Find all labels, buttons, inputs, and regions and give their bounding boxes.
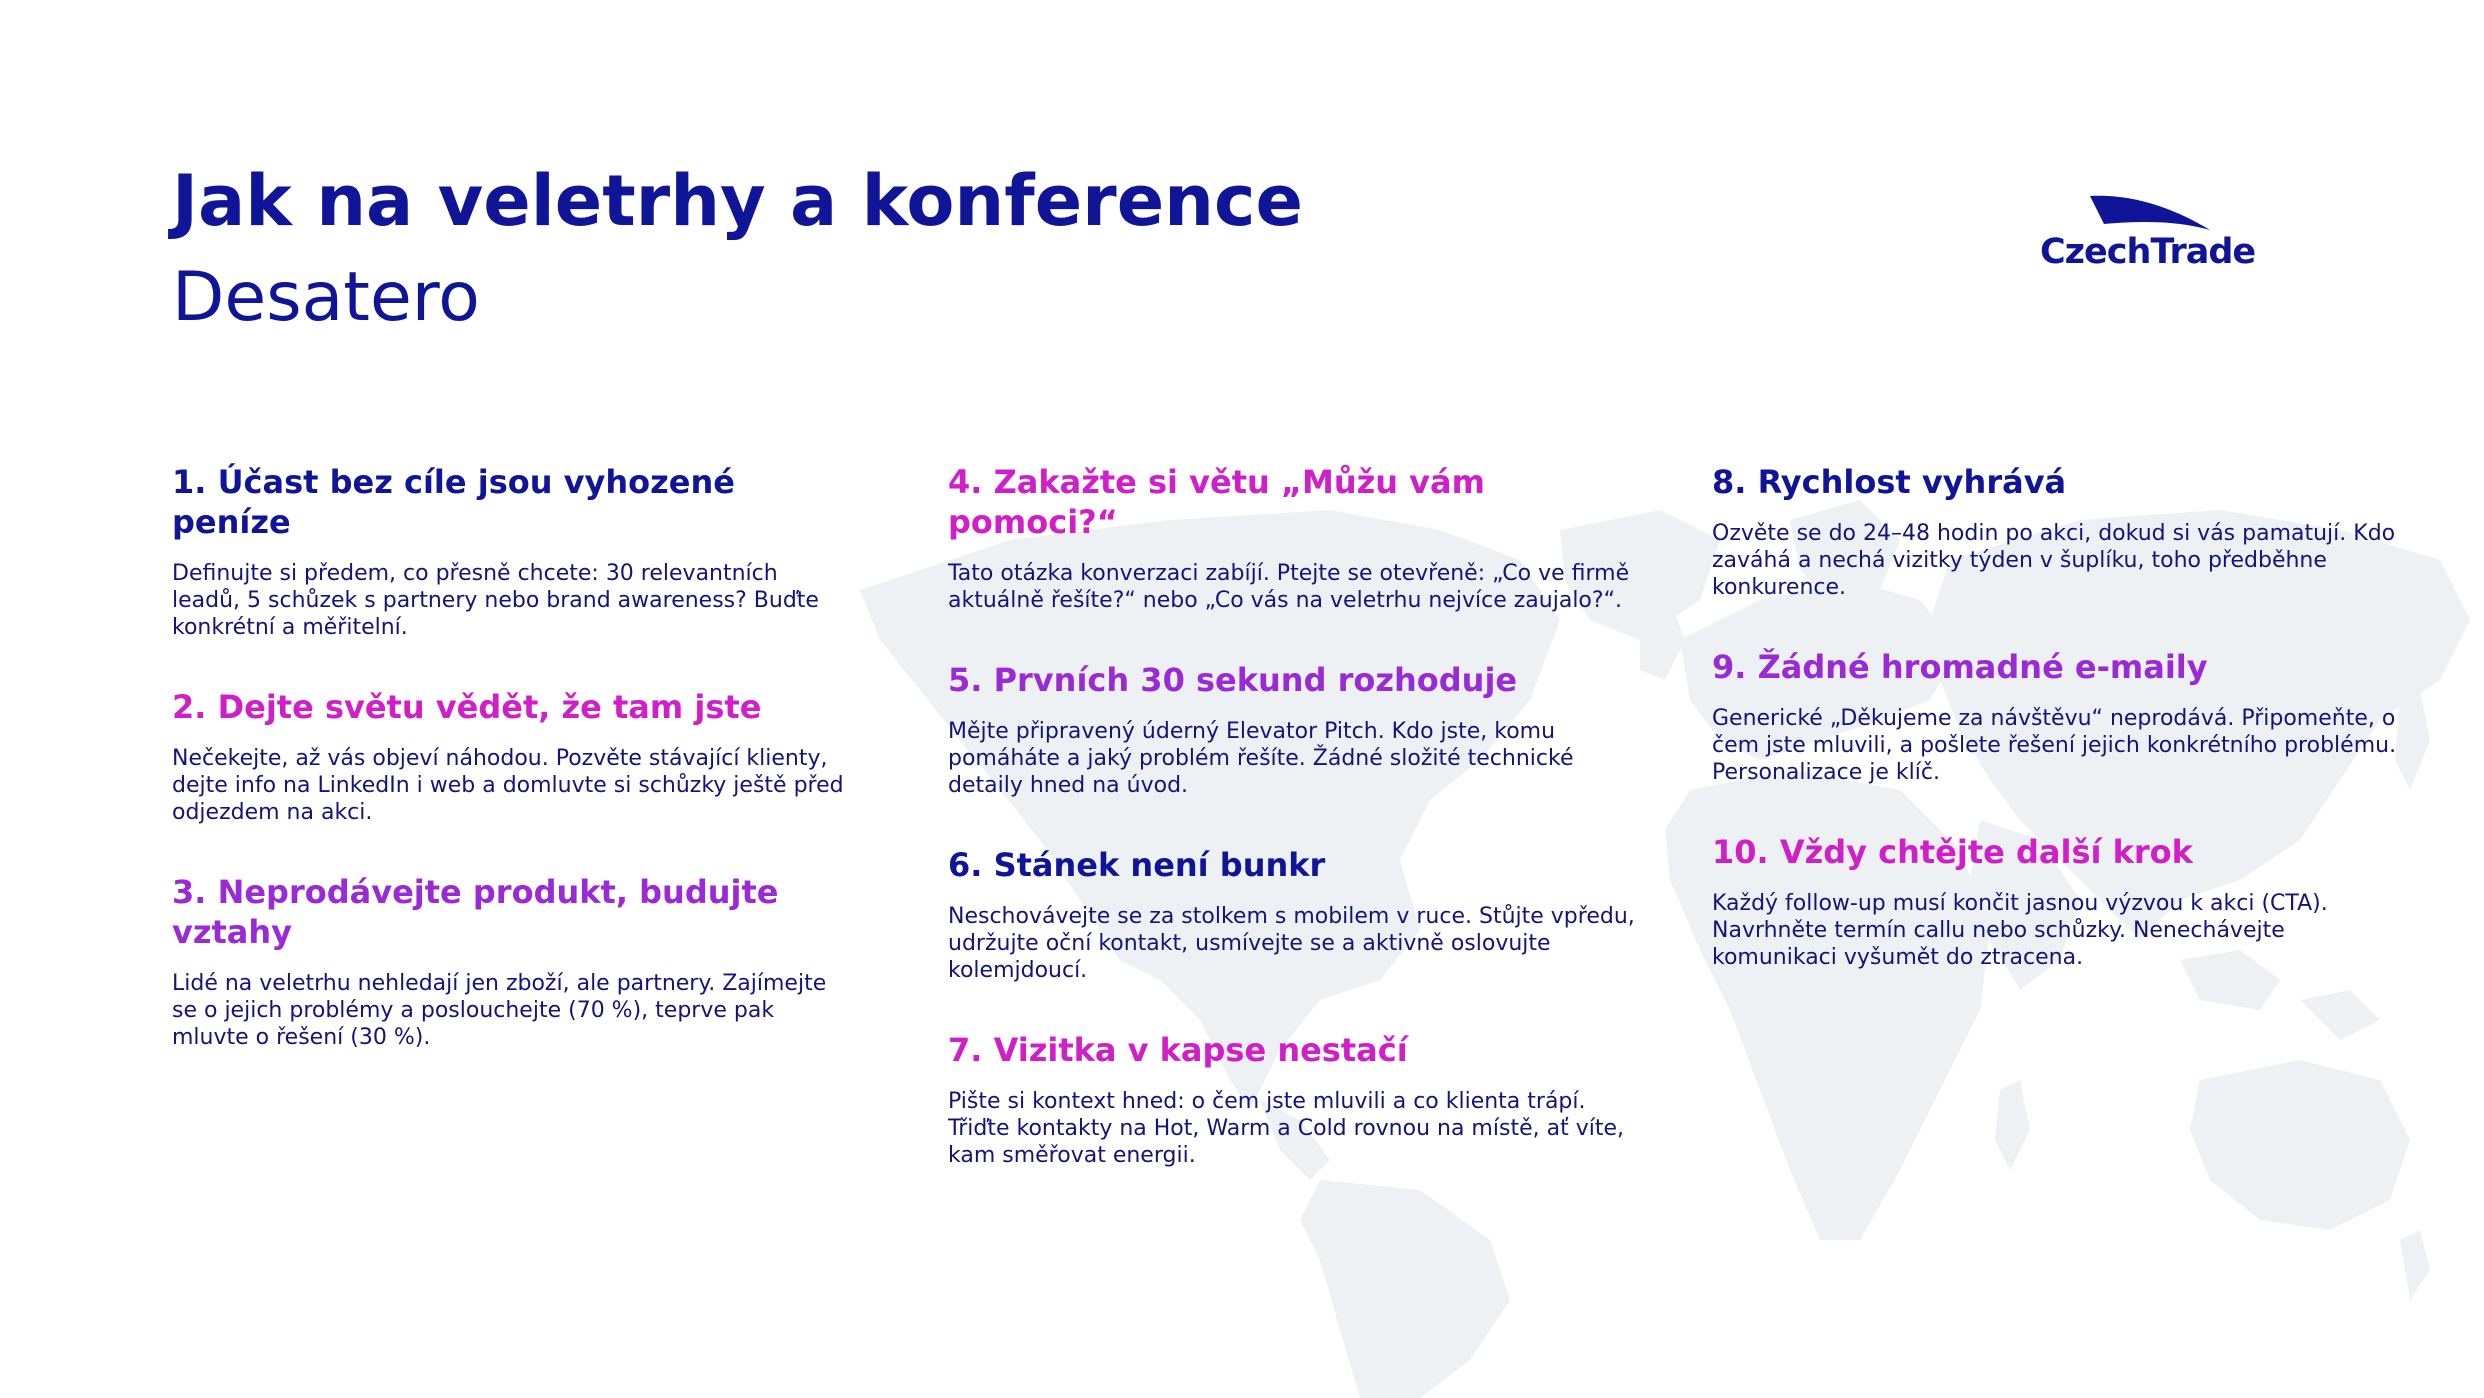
tip-text: Pište si kontext hned: o čem jste mluvili a co klienta trápí. Třiďte kontakty na Hot, Warm a Cold rovnou na místě, ať víte, kam směřovat energii.: [948, 1089, 1624, 1168]
tip-title: 9. Žádné hromadné e-maily: [1712, 648, 2208, 686]
czechtrade-logo: [2040, 190, 2270, 290]
tip-text: Ozvěte se do 24–48 hodin po akci, dokud si vás pamatují. Kdo zaváhá a nechá vizitky týden v šuplíku, toho předběhne konkurence.: [1712, 521, 2396, 600]
logo-wordmark: CzechTrade: [2040, 232, 2256, 272]
tip-item-9: [1712, 647, 2412, 786]
tip-text: Generické „Děkujeme za návštěvu“ neprodává. Připomeňte, o čem jste mluvili, a pošlete řešení jejich konkrétního problému. Personalizace je klíč.: [1712, 706, 2397, 785]
tip-item-7: [948, 1030, 1638, 1169]
tip-text: Každý follow-up musí končit jasnou výzvou k akci (CTA). Navrhněte termín callu nebo schůzky. Nenechávejte komunikaci vyšumět do ztracena.: [1712, 891, 2328, 970]
tip-text: Mějte připravený úderný Elevator Pitch. Kdo jste, komu pomáháte a jaký problém řešíte. Žádné složité technické detaily hned na úvod.: [948, 719, 1574, 798]
tip-text: Definujte si předem, co přesně chcete: 30 relevantních leadů, 5 schůzek s partnery nebo brand awareness? Buďte konkrétní a měřitelní.: [172, 561, 819, 640]
tips-column-2: [948, 462, 1638, 1169]
tip-item-4: [948, 462, 1638, 614]
tip-item-10: [1712, 832, 2412, 971]
tip-title: 10. Vždy chtějte další krok: [1712, 833, 2193, 871]
tip-item-8: [1712, 462, 2412, 601]
tip-title: 6. Stánek není bunkr: [948, 846, 1326, 884]
tip-item-5: [948, 660, 1638, 799]
page-title: Jak na veletrhy a konference: [172, 160, 1303, 242]
tip-title: 7. Vizitka v kapse nestačí: [948, 1031, 1408, 1069]
tip-title: 1. Účast bez cíle jsou vyhozené peníze: [172, 463, 735, 541]
tip-title: 3. Neprodávejte produkt, budujte vztahy: [172, 873, 779, 951]
tip-text: Nečekejte, až vás objeví náhodou. Pozvěte stávající klienty, dejte info na LinkedIn i web a domluvte si schůzky ještě před odjezdem na akci.: [172, 746, 844, 825]
tip-item-6: [948, 845, 1638, 984]
tip-title: 2. Dejte světu vědět, že tam jste: [172, 688, 762, 726]
page-subtitle: Desatero: [172, 258, 480, 337]
tip-text: Tato otázka konverzaci zabíjí. Ptejte se otevřeně: „Co ve firmě aktuálně řešíte?“ nebo „Co vás na veletrhu nejvíce zaujalo?“.: [948, 561, 1630, 613]
tip-item-2: [172, 687, 852, 826]
tip-item-3: [172, 872, 852, 1051]
tip-text: Lidé na veletrhu nehledají jen zboží, ale partnery. Zajímejte se o jejich problémy a poslouchejte (70 %), teprve pak mluvte o řešení (30 %).: [172, 971, 827, 1050]
tip-title: 8. Rychlost vyhrává: [1712, 463, 2067, 501]
tip-title: 5. Prvních 30 sekund rozhoduje: [948, 661, 1518, 699]
tips-column-3: [1712, 462, 2412, 971]
tip-item-1: [172, 462, 852, 641]
tips-column-1: [172, 462, 852, 1051]
tip-text: Neschovávejte se za stolkem s mobilem v ruce. Stůjte vpředu, udržujte oční kontakt, usmívejte se a aktivně oslovujte kolemjdoucí.: [948, 904, 1635, 983]
tip-title: 4. Zakažte si větu „Můžu vám pomoci?“: [948, 463, 1485, 541]
